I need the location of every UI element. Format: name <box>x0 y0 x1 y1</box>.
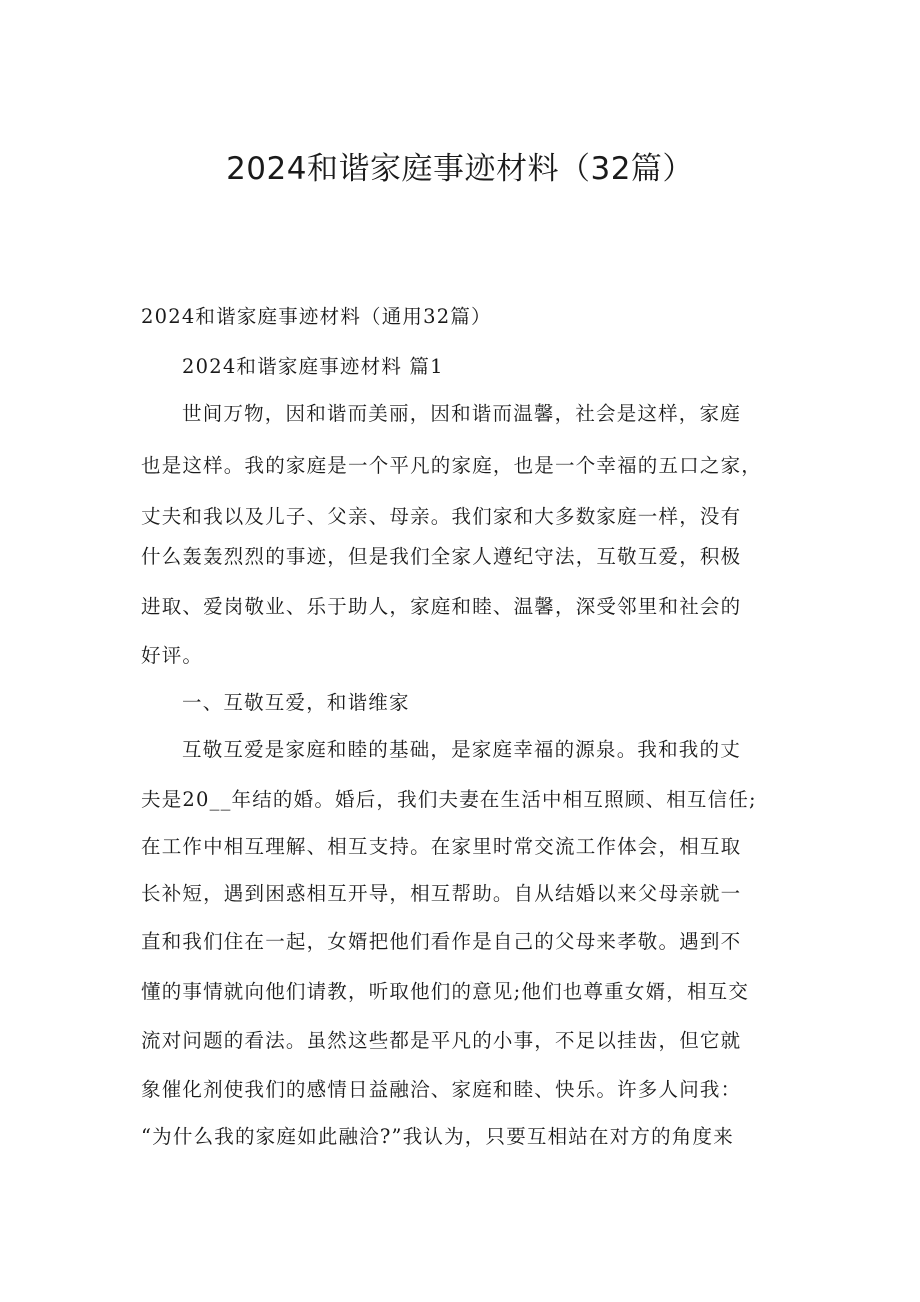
paragraph-line: “为什么我的家庭如此融洽?”我认为，只要互相站在对方的角度来 <box>141 1125 734 1148</box>
document-title: 2024和谐家庭事迹材料（32篇） <box>226 151 694 187</box>
paragraph-line: 进取、爱岗敬业、乐于助人，家庭和睦、温馨，深受邻里和社会的 <box>141 595 742 618</box>
paragraph-line: 在工作中相互理解、相互支持。在家里时常交流工作体会，相互取 <box>141 835 742 858</box>
paragraph-line: 夫是20__年结的婚。婚后，我们夫妻在生活中相互照顾、相互信任; <box>141 788 757 811</box>
paragraph-line: 世间万物，因和谐而美丽，因和谐而温馨，社会是这样，家庭 <box>182 402 741 425</box>
paragraph-line: 流对问题的看法。虽然这些都是平凡的小事，不足以挂齿，但它就 <box>141 1029 742 1052</box>
paragraph-line: 直和我们住在一起，女婿把他们看作是自己的父母来孝敬。遇到不 <box>141 930 742 953</box>
paragraph-line: 丈夫和我以及儿子、父亲、母亲。我们家和大多数家庭一样，没有 <box>141 505 742 528</box>
paragraph-line: 互敬互爱是家庭和睦的基础，是家庭幸福的源泉。我和我的丈 <box>182 738 741 761</box>
paragraph-line: 也是这样。我的家庭是一个平凡的家庭，也是一个幸福的五口之家， <box>141 454 763 477</box>
paragraph-line: 象催化剂使我们的感情日益融洽、家庭和睦、快乐。许多人问我： <box>141 1078 742 1101</box>
paragraph-line: 长补短，遇到困惑相互开导，相互帮助。自从结婚以来父母亲就一 <box>141 882 742 905</box>
subtitle-line: 2024和谐家庭事迹材料（通用32篇） <box>141 305 492 328</box>
section-heading: 2024和谐家庭事迹材料 篇1 <box>182 355 444 378</box>
paragraph-line: 什么轰轰烈烈的事迹，但是我们全家人遵纪守法，互敬互爱，积极 <box>141 545 742 568</box>
paragraph-line: 好评。 <box>141 644 204 667</box>
paragraph-line: 懂的事情就向他们请教，听取他们的意见;他们也尊重女婿，相互交 <box>141 980 750 1003</box>
section-heading: 一、互敬互爱，和谐维家 <box>182 691 410 714</box>
